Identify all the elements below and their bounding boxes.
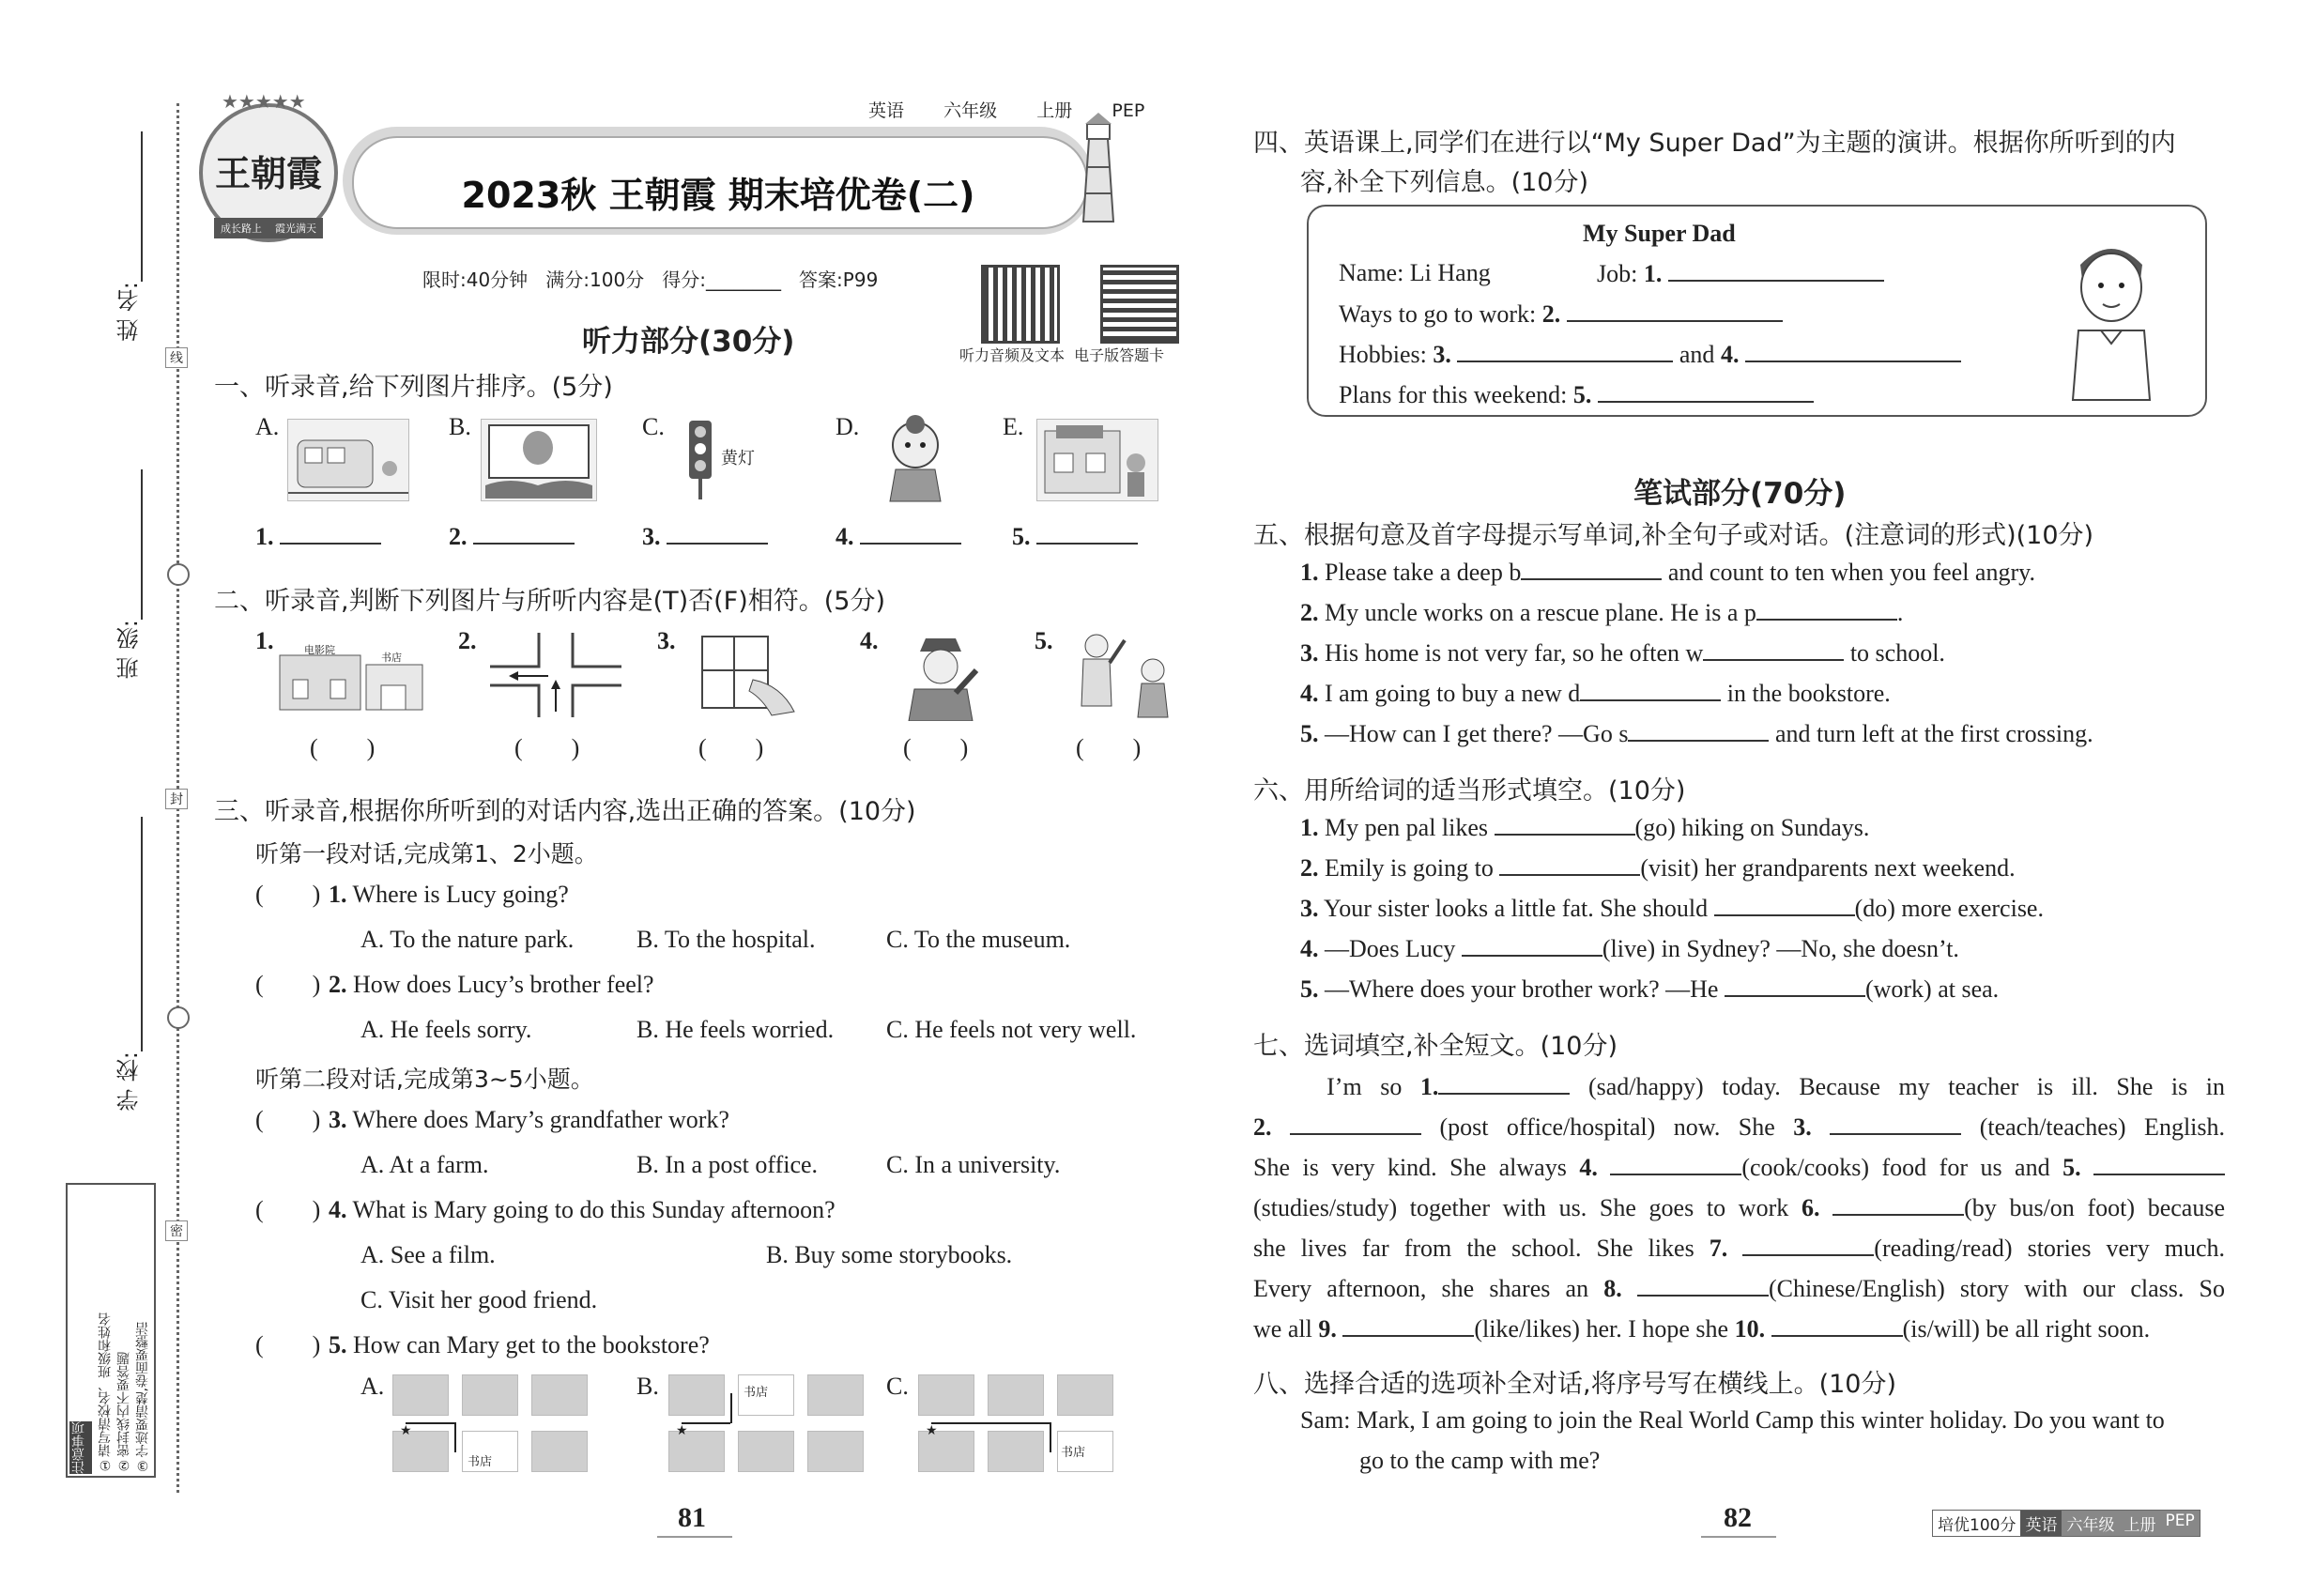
logo-slogan-1: 成长路上 <box>221 223 262 235</box>
notice-item-2: ②密封线内不要答题 <box>116 1352 131 1472</box>
s6-pre-5: —Where does your brother work? —He <box>1325 975 1719 1003</box>
section-8-title: 八、选择合适的选项补全对话,将序号写在横线上。(10分) <box>1253 1370 1897 1399</box>
s6-pre-4: —Does Lucy <box>1325 935 1456 962</box>
s3-intro-2: 听第二段对话,完成第3~5小题。 <box>255 1066 594 1093</box>
sign-bookstore: 书店 <box>381 652 402 664</box>
s5-n5: 5. <box>1300 720 1319 747</box>
s1-letter-c: C. <box>642 413 665 440</box>
s3-q5-map-b <box>668 1374 866 1472</box>
s2-num-5: 5. <box>1035 627 1053 654</box>
s1-letter-e: E. <box>1003 413 1024 440</box>
s5-blank-3[interactable] <box>1703 638 1844 661</box>
s5-n1: 1. <box>1300 559 1319 586</box>
s5-item-2 <box>1300 598 1903 627</box>
s3-q4-answer[interactable]: ( ) <box>255 1196 321 1223</box>
cut-mark-2: 封 <box>165 789 188 809</box>
school-field[interactable] <box>141 817 143 1051</box>
s6-pre-1: My pen pal likes <box>1325 814 1489 841</box>
s3-q2-answer[interactable]: ( ) <box>255 971 321 998</box>
s1-letter-d: D. <box>836 413 860 440</box>
section-4-title-cont: 容,补全下列信息。(10分) <box>1300 168 1589 197</box>
logo-badge <box>199 90 338 242</box>
card-job <box>1597 259 1884 288</box>
s7-blank-9[interactable] <box>1342 1314 1474 1337</box>
s6-blank-5[interactable] <box>1725 974 1865 997</box>
class-field[interactable] <box>141 469 143 620</box>
s6-blank-3[interactable] <box>1714 894 1855 916</box>
s3-q1-option-a[interactable]: A. To the nature park. <box>360 926 575 953</box>
s5-pre-4: I am going to buy a new d <box>1325 680 1581 707</box>
s2-answer-4[interactable]: ( ) <box>903 734 969 761</box>
s7-blank-8[interactable] <box>1637 1274 1769 1297</box>
page-ornament-right <box>1701 1536 1776 1538</box>
cut-mark-1: 线 <box>165 347 188 368</box>
s5-n2: 2. <box>1300 599 1319 626</box>
s5-n3: 3. <box>1300 639 1319 667</box>
s7-passage <box>1253 1067 2225 1349</box>
s1-num-2: 2. <box>449 523 468 550</box>
s3-q1-num: 1. <box>329 881 347 908</box>
s1-picture-train <box>287 419 409 501</box>
card-n3: 3. <box>1433 341 1451 368</box>
listening-title: 听力部分(30分) <box>582 325 795 359</box>
s5-post-3: to school. <box>1849 639 1945 667</box>
page-ornament-left <box>657 1536 732 1538</box>
map-b-bookstore: 书店 <box>744 1386 769 1400</box>
s3-q4-text: What is Mary going to do this Sunday afternoon? <box>352 1196 836 1223</box>
s5-item-5 <box>1300 719 2093 748</box>
meta-term: 上册 <box>1036 100 1073 121</box>
s6-post-3: (do) more exercise. <box>1854 895 2044 922</box>
s6-post-4: (live) in Sydney? —No, she doesn’t. <box>1602 935 1959 962</box>
s3-q3-text: Where does Mary’s grandfather work? <box>352 1106 729 1133</box>
s6-item-1 <box>1300 813 1869 842</box>
school-label: 学 校: <box>116 1051 143 1112</box>
card-hobbies <box>1339 340 1961 369</box>
binding-circle-2 <box>167 1006 190 1029</box>
s3-q3-num: 3. <box>329 1106 347 1133</box>
s6-pre-2: Emily is going to <box>1325 854 1494 882</box>
section-6-title: 六、用所给词的适当形式填空。(10分) <box>1253 776 1686 806</box>
s1-blank-5[interactable] <box>1012 522 1138 551</box>
s6-n5: 5. <box>1300 975 1319 1003</box>
s1-picture-traffic-light <box>682 419 775 499</box>
s3-q1-option-b[interactable]: B. To the hospital. <box>636 926 816 953</box>
s7-line-3: She is very kind. She always 4. (cook/cooks) food for us and 5. <box>1253 1147 2225 1188</box>
s5-blank-5[interactable] <box>1628 719 1769 742</box>
lighthouse-icon <box>1078 111 1119 223</box>
s2-num-3: 3. <box>657 627 676 654</box>
s3-q5-answer[interactable]: ( ) <box>255 1331 321 1358</box>
s6-item-3 <box>1300 894 2044 923</box>
s1-blank-3[interactable] <box>642 522 768 551</box>
s5-item-4 <box>1300 679 1891 708</box>
section-4-title: 四、英语课上,同学们在进行以“My Super Dad”为主题的演讲。根据你所听到的内 <box>1253 129 2176 158</box>
s1-num-1: 1. <box>255 523 274 550</box>
s3-q5-map-a <box>392 1374 590 1472</box>
title-banner <box>343 127 1094 235</box>
logo-stars-icon: ★★★★★ <box>222 90 306 113</box>
card-plans-label: Plans for this weekend: <box>1339 381 1568 408</box>
logo-text: 王朝霞 <box>214 155 322 194</box>
s5-item-3 <box>1300 638 1945 668</box>
s1-letter-a: A. <box>255 413 280 440</box>
notice-box <box>66 1183 156 1478</box>
plans-blank[interactable] <box>1598 380 1814 403</box>
s3-q1-option-c[interactable]: C. To the museum. <box>886 926 1071 953</box>
s3-q3-option-a[interactable]: A. At a farm. <box>360 1151 489 1178</box>
meta-edition: PEP <box>1112 100 1145 121</box>
footer-grade: 六年级 <box>2062 1511 2119 1536</box>
footer-series: 培优100分 <box>1933 1511 2020 1536</box>
s6-blank-1[interactable] <box>1495 813 1635 836</box>
s3-q4-option-b[interactable]: B. Buy some storybooks. <box>766 1241 1013 1268</box>
map-c-star-icon: ★ <box>926 1423 938 1438</box>
s3-q1-text: Where is Lucy going? <box>352 881 569 908</box>
page-number-left: 81 <box>678 1502 706 1533</box>
s7-line-7: we all 9. (like/likes) her. I hope she 10. (is/will) be all right soon. <box>1253 1315 2151 1343</box>
footer-subject: 英语 <box>2020 1511 2062 1536</box>
s6-post-2: (visit) her grandparents next weekend. <box>1640 854 2016 882</box>
s7-line-4: (studies/study) together with us. She goes to work 6. (by bus/on foot) because <box>1253 1194 2225 1221</box>
notice-item-3: ③字迹要清楚,卷面要整洁 <box>135 1321 150 1472</box>
s5-pre-1: Please take a deep b <box>1325 559 1522 586</box>
s2-picture-hand-drawing <box>697 633 800 717</box>
s3-q4-option-a[interactable]: A. See a film. <box>360 1241 496 1268</box>
s7-line-1: I’m so 1. (sad/happy) today. Because my teacher is ill. She is in <box>1326 1073 2226 1100</box>
card-ways <box>1339 299 1783 329</box>
s3-q4 <box>329 1196 836 1224</box>
s5-post-1: and count to ten when you feel angry. <box>1667 559 2035 586</box>
qr-caption: 听力音频及文本 电子版答题卡 <box>959 346 1165 364</box>
s5-pre-5: —How can I get there? —Go s <box>1325 720 1629 747</box>
s7-blank-1[interactable] <box>1438 1072 1570 1095</box>
s2-picture-police <box>894 631 988 721</box>
map-c-bookstore: 书店 <box>1061 1446 1086 1460</box>
card-n1: 1. <box>1643 260 1663 287</box>
s1-letter-b: B. <box>449 413 471 440</box>
writing-title: 笔试部分(70分) <box>1633 477 1847 511</box>
s6-n3: 3. <box>1300 895 1319 922</box>
s1-blank-1[interactable] <box>255 522 381 551</box>
card-title: My Super Dad <box>1583 220 1736 247</box>
card-plans <box>1339 380 1814 409</box>
s6-n2: 2. <box>1300 854 1319 882</box>
footer-term: 上册 <box>2119 1511 2160 1536</box>
notice-title: 注意事项 <box>69 1421 92 1474</box>
s2-answer-5[interactable]: ( ) <box>1076 734 1142 761</box>
s7-blank-5[interactable] <box>2093 1153 2225 1175</box>
boy-illustration <box>2060 233 2163 402</box>
s1-picture-cinema <box>481 419 597 501</box>
hobby-blank-1[interactable] <box>1457 340 1673 362</box>
map-b-star-icon: ★ <box>676 1423 688 1438</box>
s6-item-2 <box>1300 853 2016 882</box>
logo-ribbon <box>214 218 323 238</box>
s3-q3 <box>329 1106 729 1134</box>
s5-blank-1[interactable] <box>1521 558 1662 580</box>
footer-series-tag <box>1932 1510 2200 1537</box>
s2-answer-1[interactable]: ( ) <box>310 734 376 761</box>
s1-num-5: 5. <box>1012 523 1031 550</box>
s3-q2-option-a[interactable]: A. He feels sorry. <box>360 1016 532 1043</box>
hobby-blank-2[interactable] <box>1745 340 1961 362</box>
s7-line-6: Every afternoon, she shares an 8. (Chinese/English) story with our class. So <box>1253 1275 2226 1302</box>
name-label: 姓 名: <box>116 282 143 342</box>
page-title: 2023秋 王朝霞 期末培优卷(二) <box>461 175 975 216</box>
s6-blank-4[interactable] <box>1462 934 1602 957</box>
s8-line-2: go to the camp with me? <box>1359 1447 1601 1474</box>
section-3-title: 三、听录音,根据你所听到的对话内容,选出正确的答案。(10分) <box>214 797 916 826</box>
s6-item-4 <box>1300 934 1959 963</box>
s3-q5-text: How can Mary get to the bookstore? <box>353 1331 710 1358</box>
exam-info: 限时:40分钟 满分:100分 得分:________ 答案:P99 <box>422 269 879 291</box>
s3-q5-option-c[interactable]: C. <box>886 1373 909 1400</box>
name-field[interactable] <box>141 131 143 282</box>
s3-q2-num: 2. <box>329 971 347 998</box>
s7-blank-6[interactable] <box>1832 1193 1964 1216</box>
s3-q4-option-c[interactable]: C. Visit her good friend. <box>360 1286 598 1313</box>
s3-q3-option-c[interactable]: C. In a university. <box>886 1151 1061 1178</box>
s3-q5-option-b[interactable]: B. <box>636 1373 659 1400</box>
s3-intro-1: 听第一段对话,完成第1、2小题。 <box>255 840 598 867</box>
cut-mark-3: 密 <box>165 1220 188 1241</box>
class-label: 班 级: <box>116 620 143 680</box>
map-a-bookstore: 书店 <box>468 1455 493 1469</box>
card-n4: 4. <box>1720 341 1740 368</box>
s3-q2-option-b[interactable]: B. He feels worried. <box>636 1016 835 1043</box>
qr-code-audio[interactable] <box>981 265 1060 344</box>
page-number-right: 82 <box>1724 1502 1752 1533</box>
s7-line-5: she lives far from the school. She likes 7. (reading/read) stories very much. <box>1253 1235 2226 1262</box>
s3-q4-num: 4. <box>329 1196 347 1223</box>
s7-line-2: 2. (post office/hospital) now. She 3. (teach/teaches) English. <box>1253 1113 2226 1141</box>
s6-pre-3: Your sister looks a little fat. She should <box>1324 895 1709 922</box>
s2-num-4: 4. <box>860 627 879 654</box>
s3-q2-text: How does Lucy’s brother feel? <box>353 971 654 998</box>
s5-blank-4[interactable] <box>1580 679 1721 701</box>
s6-n4: 4. <box>1300 935 1319 962</box>
s3-q3-answer[interactable]: ( ) <box>255 1106 321 1133</box>
qr-code-answer-card[interactable] <box>1100 265 1179 344</box>
ways-blank[interactable] <box>1567 299 1783 322</box>
section-7-title: 七、选词填空,补全短文。(10分) <box>1253 1032 1618 1061</box>
s2-num-1: 1. <box>255 627 274 654</box>
footer-edition: PEP <box>2160 1511 2199 1536</box>
s7-blank-2[interactable] <box>1290 1113 1421 1135</box>
s3-q5-num: 5. <box>329 1331 347 1358</box>
s2-picture-cinema-bookstore <box>276 638 426 714</box>
s3-q5 <box>329 1331 710 1359</box>
s7-blank-7[interactable] <box>1742 1234 1874 1256</box>
s6-item-5 <box>1300 974 1999 1004</box>
traffic-light-label: 黄灯 <box>721 449 755 468</box>
s2-num-2: 2. <box>458 627 477 654</box>
card-n2: 2. <box>1541 300 1561 328</box>
s1-blank-4[interactable] <box>836 522 961 551</box>
card-and: and <box>1679 341 1715 368</box>
s1-picture-girl <box>873 413 958 503</box>
card-n5: 5. <box>1572 381 1592 408</box>
s8-line-1: Sam: Mark, I am going to join the Real World Camp this winter holiday. Do you want to <box>1300 1406 2165 1434</box>
s5-pre-3: His home is not very far, so he often w <box>1325 639 1704 667</box>
card-ways-label: Ways to go to work: <box>1339 300 1537 328</box>
s5-post-4: in the bookstore. <box>1726 680 1891 707</box>
s7-blank-3[interactable] <box>1830 1113 1961 1135</box>
sign-cinema: 电影院 <box>304 644 335 656</box>
s7-blank-10[interactable] <box>1771 1314 1903 1337</box>
s2-picture-two-men <box>1059 631 1181 721</box>
card-job-label: Job: <box>1597 260 1638 287</box>
s5-blank-2[interactable] <box>1756 598 1897 621</box>
s2-answer-2[interactable]: ( ) <box>514 734 580 761</box>
s6-post-1: (go) hiking on Sundays. <box>1634 814 1870 841</box>
s3-q3-option-b[interactable]: B. In a post office. <box>636 1151 819 1178</box>
meta-subject: 英语 <box>868 100 905 121</box>
s5-post-2: . <box>1896 599 1904 626</box>
s3-q5-map-c <box>918 1374 1115 1472</box>
section-5-title: 五、根据句意及首字母提示写单词,补全句子或对话。(注意词的形式)(10分) <box>1253 521 2094 550</box>
logo-slogan-2: 霞光满天 <box>275 223 316 235</box>
binding-circle-1 <box>167 563 190 586</box>
map-a-star-icon: ★ <box>400 1423 412 1438</box>
meta-grade: 六年级 <box>943 100 998 121</box>
card-hobbies-label: Hobbies: <box>1339 341 1427 368</box>
s5-n4: 4. <box>1300 680 1319 707</box>
section-1-title: 一、听录音,给下列图片排序。(5分) <box>214 373 613 402</box>
s1-num-3: 3. <box>642 523 661 550</box>
s3-q1 <box>329 881 569 909</box>
job-blank[interactable] <box>1668 259 1884 282</box>
s3-q5-option-a[interactable]: A. <box>360 1373 385 1400</box>
s6-n1: 1. <box>1300 814 1319 841</box>
s7-blank-4[interactable] <box>1610 1153 1741 1175</box>
s5-pre-2: My uncle works on a rescue plane. He is a p <box>1325 599 1756 626</box>
binding-strip <box>0 0 197 1596</box>
s1-picture-post-office <box>1036 419 1158 501</box>
s5-post-5: and turn left at the first crossing. <box>1774 720 2093 747</box>
super-dad-card <box>1307 205 2207 417</box>
s3-q2 <box>329 971 654 999</box>
s1-blank-2[interactable] <box>449 522 575 551</box>
s5-item-1 <box>1300 558 2035 587</box>
s6-blank-2[interactable] <box>1499 853 1640 876</box>
s6-post-5: (work) at sea. <box>1864 975 2000 1003</box>
card-name: Name: Li Hang <box>1339 259 1491 286</box>
s2-picture-crossing <box>490 633 621 717</box>
s3-q2-option-c[interactable]: C. He feels not very well. <box>886 1016 1137 1043</box>
section-2-title: 二、听录音,判断下列图片与所听内容是(T)否(F)相符。(5分) <box>214 587 885 616</box>
s3-q1-answer[interactable]: ( ) <box>255 881 321 908</box>
s2-answer-3[interactable]: ( ) <box>698 734 764 761</box>
notice-item-1: ①请写清校名、班级和姓名 <box>98 1312 113 1472</box>
s1-num-4: 4. <box>836 523 854 550</box>
